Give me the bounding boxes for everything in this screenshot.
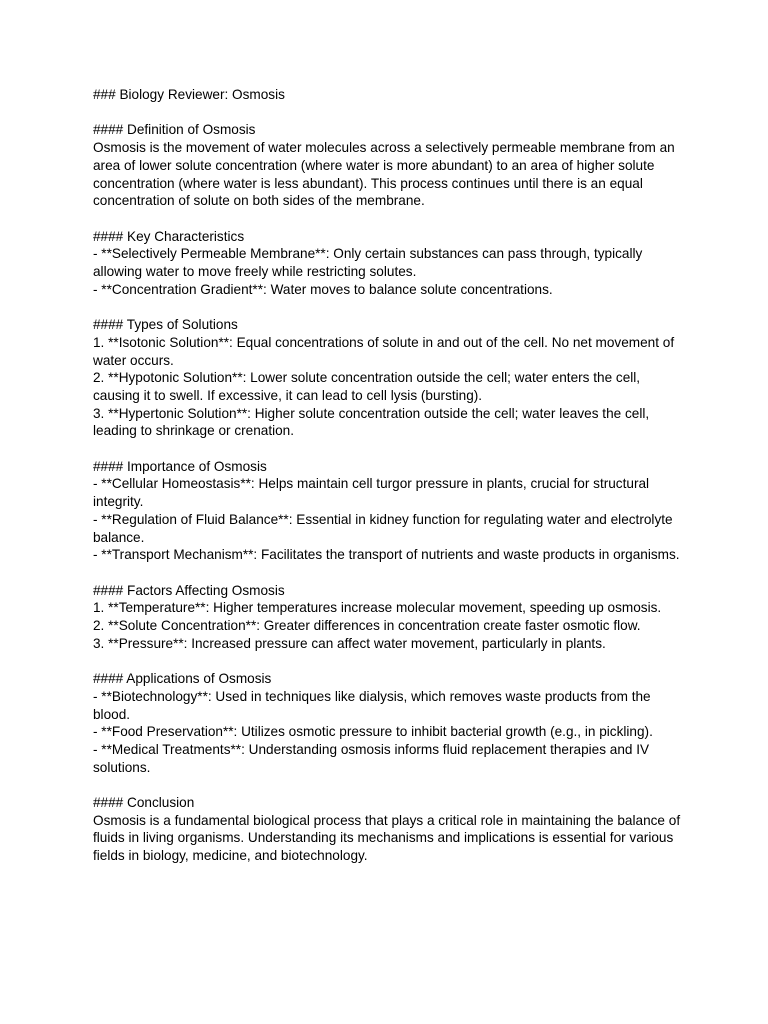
section-heading: #### Types of Solutions bbox=[93, 317, 238, 333]
blank-line bbox=[93, 652, 683, 670]
blank-line bbox=[93, 298, 683, 316]
list-item: - **Regulation of Fluid Balance**: Essential in kidney function for regulating water and electrolyte balance. bbox=[93, 511, 677, 545]
list-item: - **Transport Mechanism**: Facilitates the transport of nutrients and waste products in organisms. bbox=[93, 547, 680, 563]
section-conclusion bbox=[93, 794, 683, 865]
blank-line bbox=[93, 104, 683, 122]
section-heading: #### Definition of Osmosis bbox=[93, 122, 256, 138]
section-definition bbox=[93, 121, 683, 210]
list-item: 1. **Temperature**: Higher temperatures increase molecular movement, speeding up osmosis. bbox=[93, 600, 662, 616]
section-heading: #### Key Characteristics bbox=[93, 228, 245, 244]
section-factors bbox=[93, 582, 683, 653]
section-importance bbox=[93, 458, 683, 564]
section-key-characteristics bbox=[93, 228, 683, 299]
blank-line bbox=[93, 776, 683, 794]
list-item: - **Cellular Homeostasis**: Helps maintain cell turgor pressure in plants, crucial for structural integrity. bbox=[93, 476, 653, 510]
section-applications bbox=[93, 670, 683, 776]
list-item: 3. **Hypertonic Solution**: Higher solute concentration outside the cell; water leaves the cell, leading to shrinkage or crenation. bbox=[93, 405, 653, 439]
document-title: ### Biology Reviewer: Osmosis bbox=[93, 87, 285, 102]
document-page bbox=[93, 86, 683, 865]
section-paragraph: Osmosis is the movement of water molecules across a selectively permeable membrane from an area of lower solute concentration (where water is more abundant) to an area of higher solute concentration (where water is less abundant). This process continues until there is an equal concentration of solute on both sides of the membrane. bbox=[93, 140, 679, 209]
list-item: 1. **Isotonic Solution**: Equal concentrations of solute in and out of the cell. No net movement of water occurs. bbox=[93, 334, 678, 368]
list-item: 2. **Solute Concentration**: Greater differences in concentration create faster osmotic flow. bbox=[93, 618, 641, 634]
blank-line bbox=[93, 210, 683, 228]
list-item: 3. **Pressure**: Increased pressure can affect water movement, particularly in plants. bbox=[93, 635, 606, 651]
section-heading: #### Applications of Osmosis bbox=[93, 671, 272, 687]
list-item: - **Medical Treatments**: Understanding osmosis informs fluid replacement therapies and IV solutions. bbox=[93, 741, 653, 775]
section-heading: #### Conclusion bbox=[93, 795, 195, 811]
blank-line bbox=[93, 440, 683, 458]
section-types-of-solutions bbox=[93, 316, 683, 440]
list-item: 2. **Hypotonic Solution**: Lower solute concentration outside the cell; water enters the cell, causing it to swell. If excessive, it can lead to cell lysis (bursting). bbox=[93, 370, 644, 403]
blank-line bbox=[93, 564, 683, 582]
section-paragraph: Osmosis is a fundamental biological process that plays a critical role in maintaining the balance of fluids in living organisms. Understanding its mechanisms and implications is essential for various fields in biology, medicine, and biotechnology. bbox=[93, 812, 684, 864]
list-item: - **Biotechnology**: Used in techniques like dialysis, which removes waste products from the blood. bbox=[93, 688, 655, 722]
list-item: - **Selectively Permeable Membrane**: Only certain substances can pass through, typically allowing water to move freely while restricting solutes. bbox=[93, 246, 647, 279]
list-item: - **Concentration Gradient**: Water moves to balance solute concentrations. bbox=[93, 281, 553, 297]
list-item: - **Food Preservation**: Utilizes osmotic pressure to inhibit bacterial growth (e.g., in pickling). bbox=[93, 724, 653, 740]
section-heading: #### Factors Affecting Osmosis bbox=[93, 582, 285, 598]
section-heading: #### Importance of Osmosis bbox=[93, 458, 267, 474]
